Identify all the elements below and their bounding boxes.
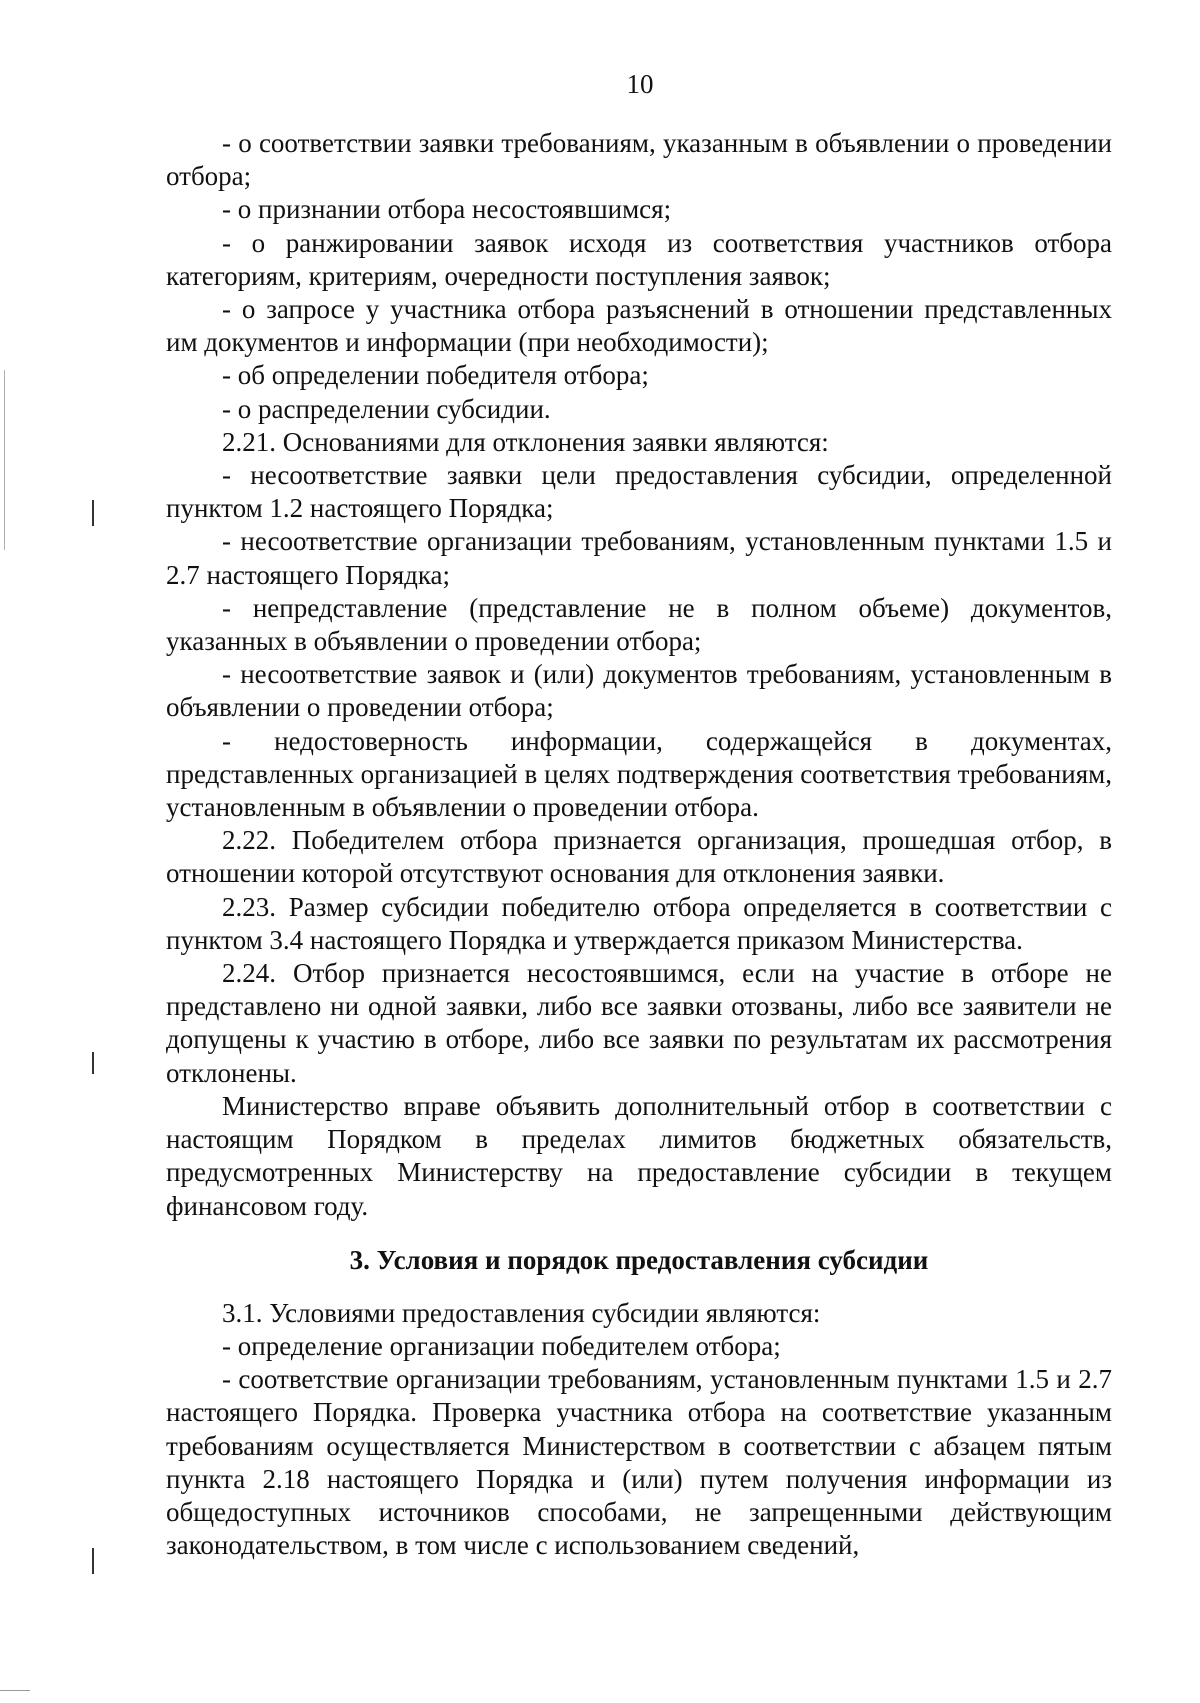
paragraph: - несоответствие заявки цели предоставления субсидии, определенной пунктом 1.2 настоящего Порядка; bbox=[166, 460, 1112, 524]
paragraph: - об определении победителя отбора; bbox=[222, 360, 649, 391]
paragraph: - соответствие организации требованиям, установленным пунктами 1.5 и 2.7 настоящего Порядка. Проверка участника отбора на соответствие указанным требованиям осуществляется Министерством в соответствии с абзацем пятым пункта 2.18 настоящего Порядка и (или) путем получения информации из общедоступных источников способами, не запрещенными действующим законодательством, в том числе с использованием сведений, bbox=[166, 1364, 1112, 1561]
paragraph: - о признании отбора несостоявшимся; bbox=[222, 194, 672, 225]
margin-mark bbox=[92, 1548, 94, 1574]
document-body bbox=[166, 127, 1112, 1562]
paragraph: 2.24. Отбор признается несостоявшимся, если на участие в отборе не представлено ни одной заявки, либо все заявки отозваны, либо все заявители не допущены к участию в отборе, либо все заявки по результатам их рассмотрения отклонены. bbox=[166, 958, 1112, 1088]
paragraph: 2.22. Победителем отбора признается организация, прошедшая отбор, в отношении которой отсутствуют основания для отклонения заявки. bbox=[166, 825, 1112, 889]
paragraph: - о соответствии заявки требованиям, указанным в объявлении о проведении отбора; bbox=[166, 128, 1112, 192]
section-heading: 3. Условия и порядок предоставления субсидии bbox=[349, 1244, 929, 1275]
paragraph: - несоответствие организации требованиям, установленным пунктами 1.5 и 2.7 настоящего Порядка; bbox=[166, 526, 1112, 590]
margin-scan-line bbox=[4, 370, 5, 550]
paragraph: Министерство вправе объявить дополнительный отбор в соответствии с настоящим Порядком в пределах лимитов бюджетных обязательств, предусмотренных Министерству на предоставление субсидии в текущем финансовом году. bbox=[166, 1090, 1112, 1221]
paragraph: - несоответствие заявок и (или) документов требованиям, установленным в объявлении о проведении отбора; bbox=[166, 659, 1112, 723]
page-number: 10 bbox=[626, 69, 654, 99]
paragraph: - о распределении субсидии. bbox=[222, 393, 551, 424]
paragraph: 3.1. Условиями предоставления субсидии являются: bbox=[222, 1297, 821, 1328]
margin-scan-dash bbox=[0, 1690, 30, 1691]
paragraph: - о запросе у участника отбора разъяснений в отношении представленных им документов и информации (при необходимости); bbox=[166, 294, 1112, 358]
paragraph: - недостоверность информации, содержащейся в документах, представленных организацией в целях подтверждения соответствия требованиям, установленным в объявлении о проведении отбора. bbox=[166, 725, 1112, 823]
paragraph: 2.21. Основаниями для отклонения заявки являются: bbox=[222, 426, 829, 457]
paragraph: - о ранжировании заявок исходя из соответствия участников отбора категориям, критериям, очередности поступления заявок; bbox=[166, 227, 1112, 291]
paragraph: - непредставление (представление не в полном объеме) документов, указанных в объявлении о проведении отбора; bbox=[166, 592, 1112, 657]
paragraph: 2.23. Размер субсидии победителю отбора определяется в соответствии с пунктом 3.4 настоящего Порядка и утверждается приказом Министерства. bbox=[166, 891, 1112, 955]
paragraph: - определение организации победителем отбора; bbox=[222, 1330, 781, 1361]
margin-mark bbox=[92, 1052, 94, 1074]
margin-mark bbox=[92, 500, 94, 526]
